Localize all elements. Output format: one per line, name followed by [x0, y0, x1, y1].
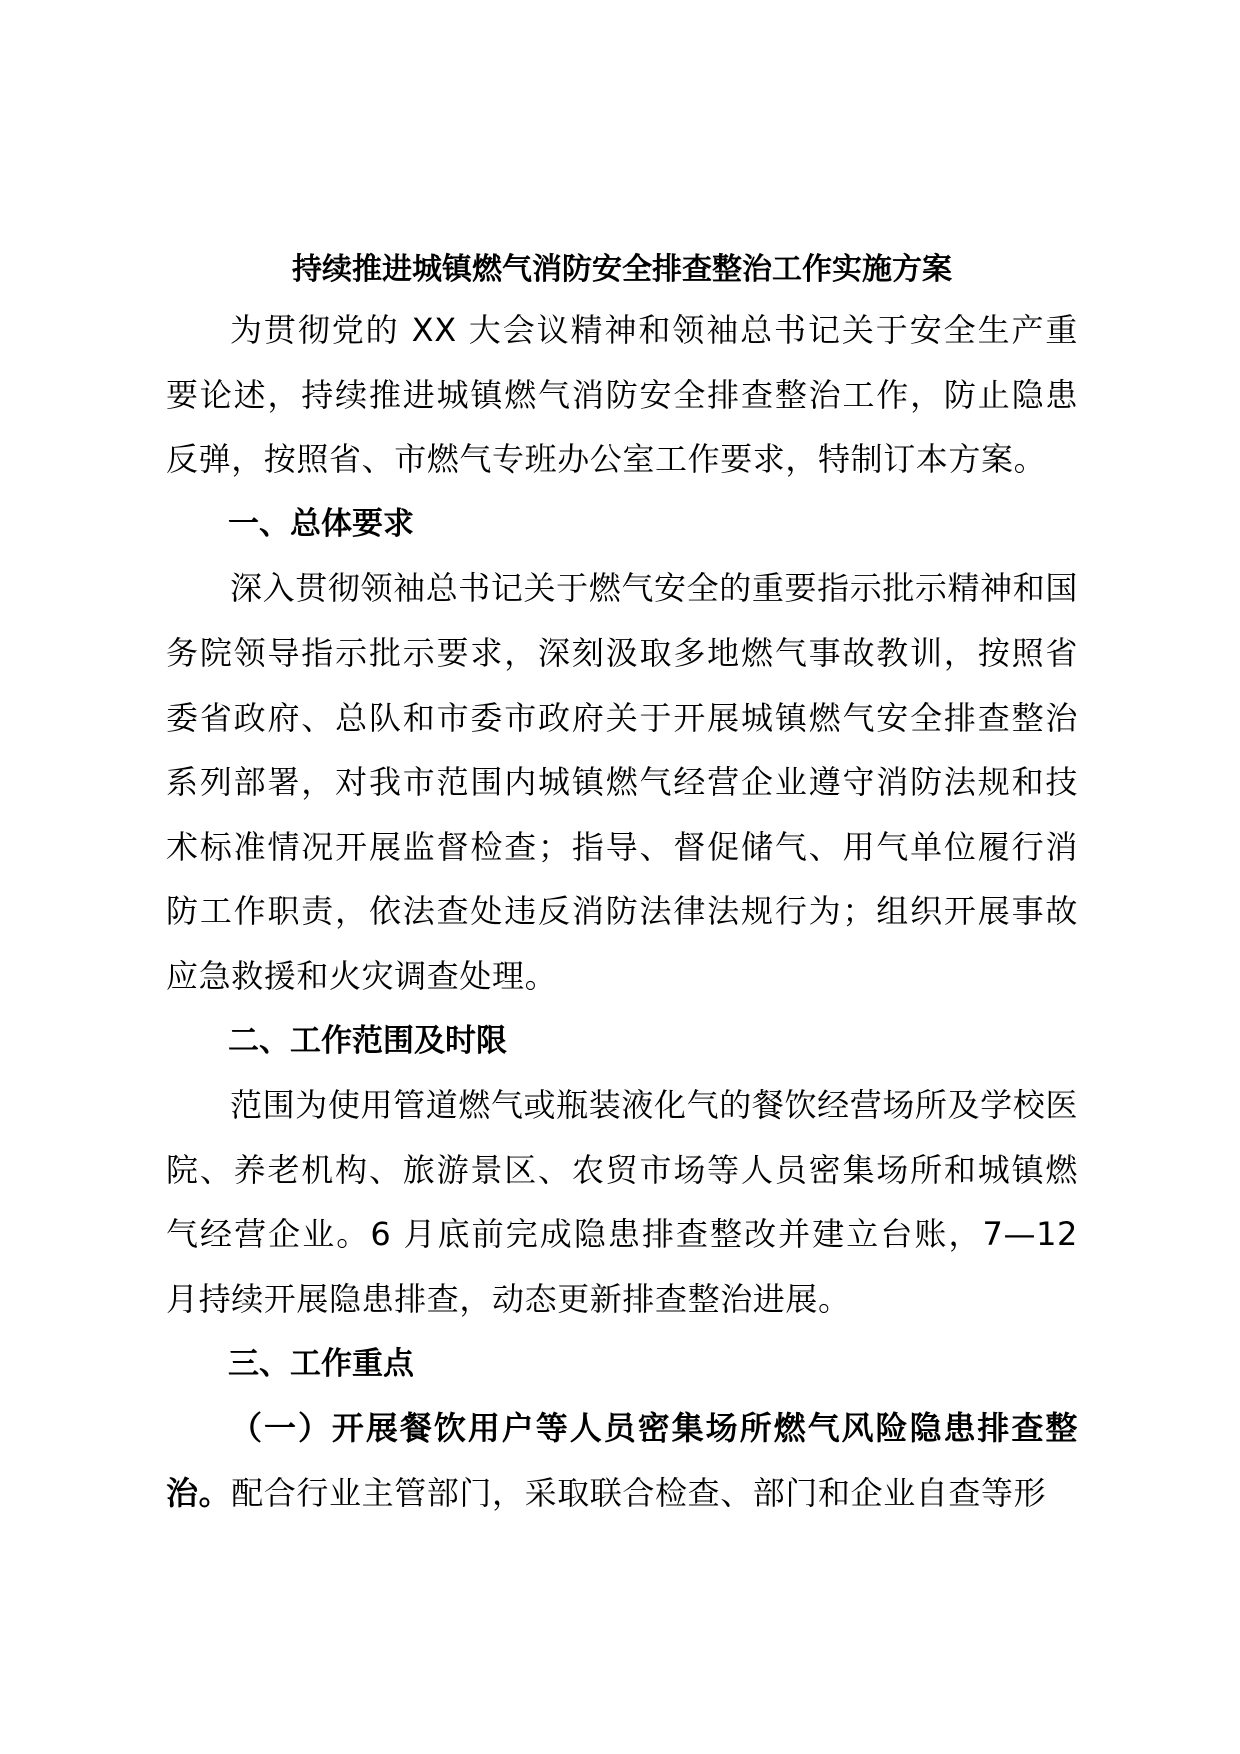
section-heading-scope-and-timeline: 二、工作范围及时限	[228, 1022, 507, 1059]
intro-paragraph: 为贯彻党的 XX 大会议精神和领袖总书记关于安全生产重要论述，持续推进城镇燃气消防安全排查整治工作，防止隐患反弹，按照省、市燃气专班办公室工作要求，特制订本方案。	[166, 311, 1078, 479]
document-body	[166, 242, 1078, 1525]
document-title: 持续推进城镇燃气消防安全排查整治工作实施方案	[292, 252, 952, 287]
section-heading-overall-requirements: 一、总体要求	[228, 505, 414, 542]
scope-and-timeline-paragraph: 范围为使用管道燃气或瓶装液化气的餐饮经营场所及学校医院、养老机构、旅游景区、农贸市场等人员密集场所和城镇燃气经营企业。6 月底前完成隐患排查整改并建立台账，7—12 月持续开展隐患排查，动态更新排查整治进展。	[166, 1086, 1078, 1318]
section-heading-work-focus: 三、工作重点	[228, 1345, 414, 1382]
work-focus-item-1-paragraph	[166, 1396, 1078, 1525]
work-focus-item-1-text: 配合行业主管部门，采取联合检查、部门和企业自查等形	[231, 1473, 1047, 1512]
work-focus-item-1-title: （一）开展餐饮用户等人员密集场所燃气风险隐患排查整治。	[166, 1409, 1078, 1512]
overall-requirements-paragraph: 深入贯彻领袖总书记关于燃气安全的重要指示批示精神和国务院领导指示批示要求，深刻汲取多地燃气事故教训，按照省委省政府、总队和市委市政府关于开展城镇燃气安全排查整治系列部署，对我市范围内城镇燃气经营企业遵守消防法规和技术标准情况开展监督检查；指导、督促储气、用气单位履行消防工作职责，依法查处违反消防法律法规行为；组织开展事故应急救援和火灾调查处理。	[166, 569, 1078, 995]
